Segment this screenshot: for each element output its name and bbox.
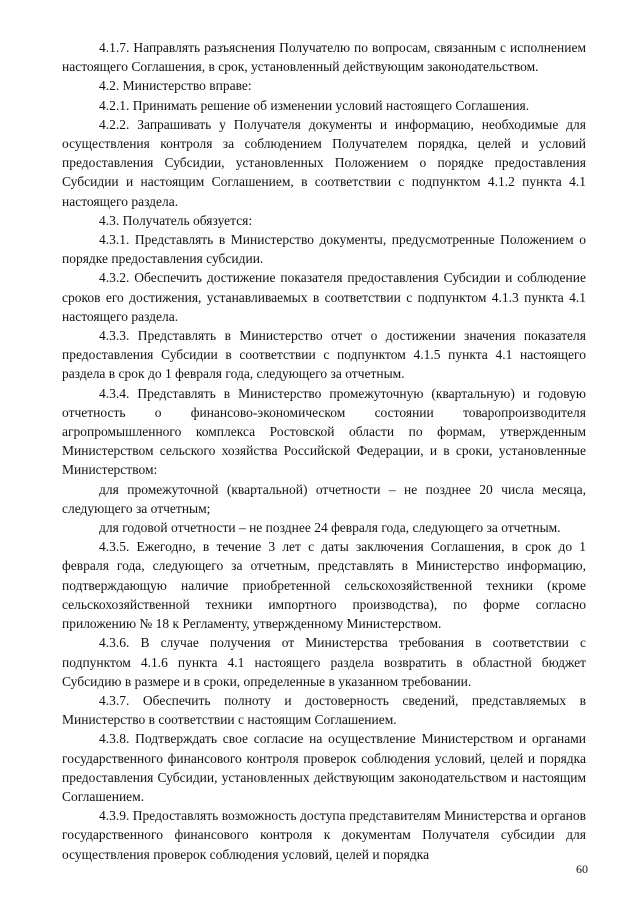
paragraph-4-3-3: 4.3.3. Представлять в Министерство отчет о достижении значения показателя предоставления Субсидии в соответствии с подпунктом 4.1.5 пункта 4.1 настоящего раздела в срок до 1 февраля года, следующего за отчетным. <box>62 328 586 382</box>
paragraph-annual-reporting: для годовой отчетности – не позднее 24 февраля года, следующего за отчетным. <box>99 520 561 536</box>
paragraph-4-3-9: 4.3.9. Предоставлять возможность доступа представителям Министерства и органов государственного финансового контроля к документам Получателя субсидии для осуществления проверок соблюдения условий, целей и порядка <box>62 808 586 862</box>
paragraph-4-1-7: 4.1.7. Направлять разъяснения Получателю по вопросам, связанным с исполнением настоящего Соглашения, в срок, установленный действующим законодательством. <box>62 40 586 75</box>
paragraph-4-3-7: 4.3.7. Обеспечить полноту и достоверность сведений, представляемых в Министерство в соответствии с настоящим Соглашением. <box>62 692 586 728</box>
paragraph-quarterly-reporting: для промежуточной (квартальной) отчетности – не позднее 20 числа месяца, следующего за отчетным; <box>62 481 586 516</box>
paragraph-4-3-1: 4.3.1. Представлять в Министерство документы, предусмотренные Положением о порядке предоставления субсидии. <box>62 232 586 267</box>
paragraph-4-3-8: 4.3.8. Подтверждать свое согласие на осуществление Министерством и органами государственного финансового контроля проверок соблюдения условий, целей и порядка предоставления Субсидии, установленных действующим законодательством и настоящим Соглашением. <box>62 731 586 804</box>
paragraph-4-3-2: 4.3.2. Обеспечить достижение показателя предоставления Субсидии и соблюдение сроков его достижения, устанавливаемых в соответствии с подпунктом 4.1.3 пункта 4.1 настоящего раздела. <box>62 270 586 324</box>
paragraph-4-3-5: 4.3.5. Ежегодно, в течение 3 лет с даты заключения Соглашения, в срок до 1 февраля года, следующего за отчетным, представлять в Министерство информацию, подтверждающую наличие приобретенной сельскохозяйственной техники (кроме сельскохозяйственной техники импортного производства), по форме согласно приложению № 18 к Регламенту, утвержденному Министерством. <box>62 539 586 632</box>
document-body <box>62 38 586 864</box>
paragraph-4-2-1: 4.2.1. Принимать решение об изменении условий настоящего Соглашения. <box>99 97 530 113</box>
paragraph-4-3-4: 4.3.4. Представлять в Министерство промежуточную (квартальную) и годовую отчетность о финансово-экономическом состоянии товаропроизводителя агропромышленного комплекса Ростовской области по формам, утвержденным Министерством сельского хозяйства Российской Федерации, и в сроки, установленные Министерством: <box>62 385 586 478</box>
paragraph-4-2: 4.2. Министерство вправе: <box>99 78 252 94</box>
paragraph-4-2-2: 4.2.2. Запрашивать у Получателя документы и информацию, необходимые для осуществления контроля за соблюдением Получателем порядка, целей и условий предоставления Субсидии, установленных Положением о порядке предоставления Субсидии и настоящим Соглашением, в соответствии с подпунктом 4.1.2 пункта 4.1 настоящего раздела. <box>62 116 586 209</box>
paragraph-4-3: 4.3. Получатель обязуется: <box>99 212 253 228</box>
paragraph-4-3-6: 4.3.6. В случае получения от Министерства требования в соответствии с подпунктом 4.1.6 пункта 4.1 настоящего раздела возвратить в областной бюджет Субсидию в размере и в сроки, определенные в указанном требовании. <box>62 635 586 689</box>
page-number: 60 <box>576 862 588 876</box>
